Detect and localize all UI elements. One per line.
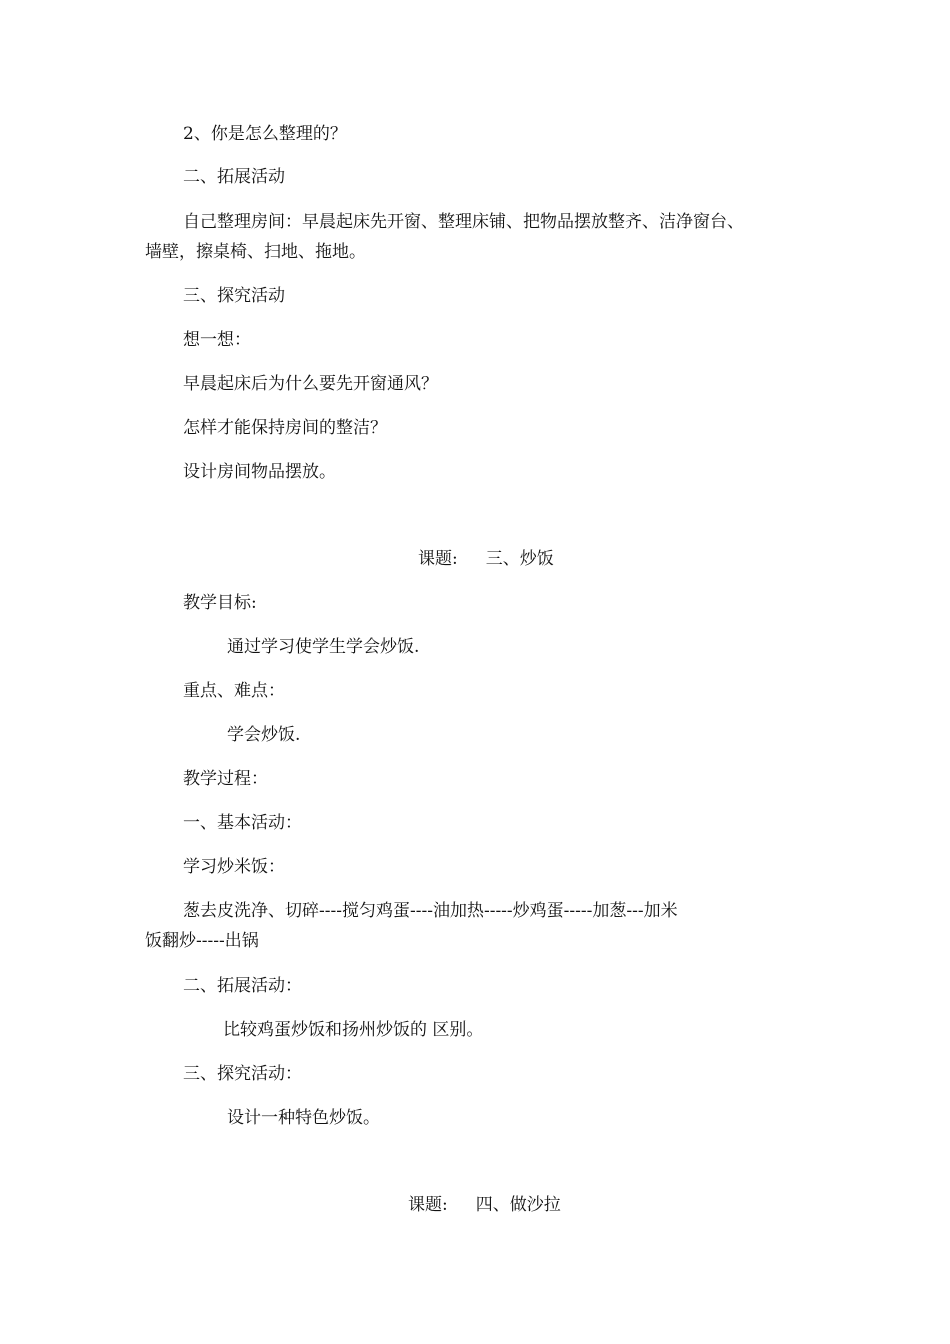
teaching-goal-label: 教学目标: [183,593,257,613]
lesson3-title [418,549,554,569]
key-points-text: 学会炒饭. [227,725,301,745]
basic-activity-heading: 一、基本活动： [183,813,302,833]
lesson4-title-label: 课题: [408,1195,448,1215]
lesson3-title-name: 三、炒饭 [485,549,554,569]
design-task: 设计房间物品摆放。 [183,462,336,482]
extend-activity-heading: 二、拓展活动 [183,167,285,187]
extend-activity-text-line2: 墙壁，擦桌椅、扫地、拖地。 [145,242,366,262]
lesson4-title-name: 四、做沙拉 [475,1195,561,1215]
teaching-goal-text: 通过学习使学生学会炒饭. [227,637,420,657]
explore-activity-heading: 三、探究活动 [183,286,285,306]
think-question-2: 怎样才能保持房间的整洁？ [183,418,387,438]
question-2: 2、你是怎么整理的？ [183,124,347,144]
teaching-process-label: 教学过程： [183,769,268,789]
lesson3-extend-text: 比较鸡蛋炒饭和扬州炒饭的 区别。 [223,1020,484,1040]
steps-line2: 饭翻炒-----出锅 [145,931,259,951]
learn-fried-rice-label: 学习炒米饭： [183,857,285,877]
key-points-label: 重点、难点： [183,681,285,701]
lesson3-title-label: 课题: [418,549,458,569]
lesson3-extend-heading: 二、拓展活动： [183,976,302,996]
think-question-1: 早晨起床后为什么要先开窗通风？ [183,374,438,394]
lesson3-explore-text: 设计一种特色炒饭。 [227,1108,380,1128]
lesson4-title [408,1195,561,1215]
lesson3-explore-heading: 三、探究活动： [183,1064,302,1084]
extend-activity-text-line1: 自己整理房间：早晨起床先开窗、整理床铺、把物品摆放整齐、洁净窗台、 [183,212,744,232]
think-label: 想一想： [183,330,251,350]
steps-line1: 葱去皮洗净、切碎----搅匀鸡蛋----油加热-----炒鸡蛋-----加葱---加米 [183,901,678,921]
